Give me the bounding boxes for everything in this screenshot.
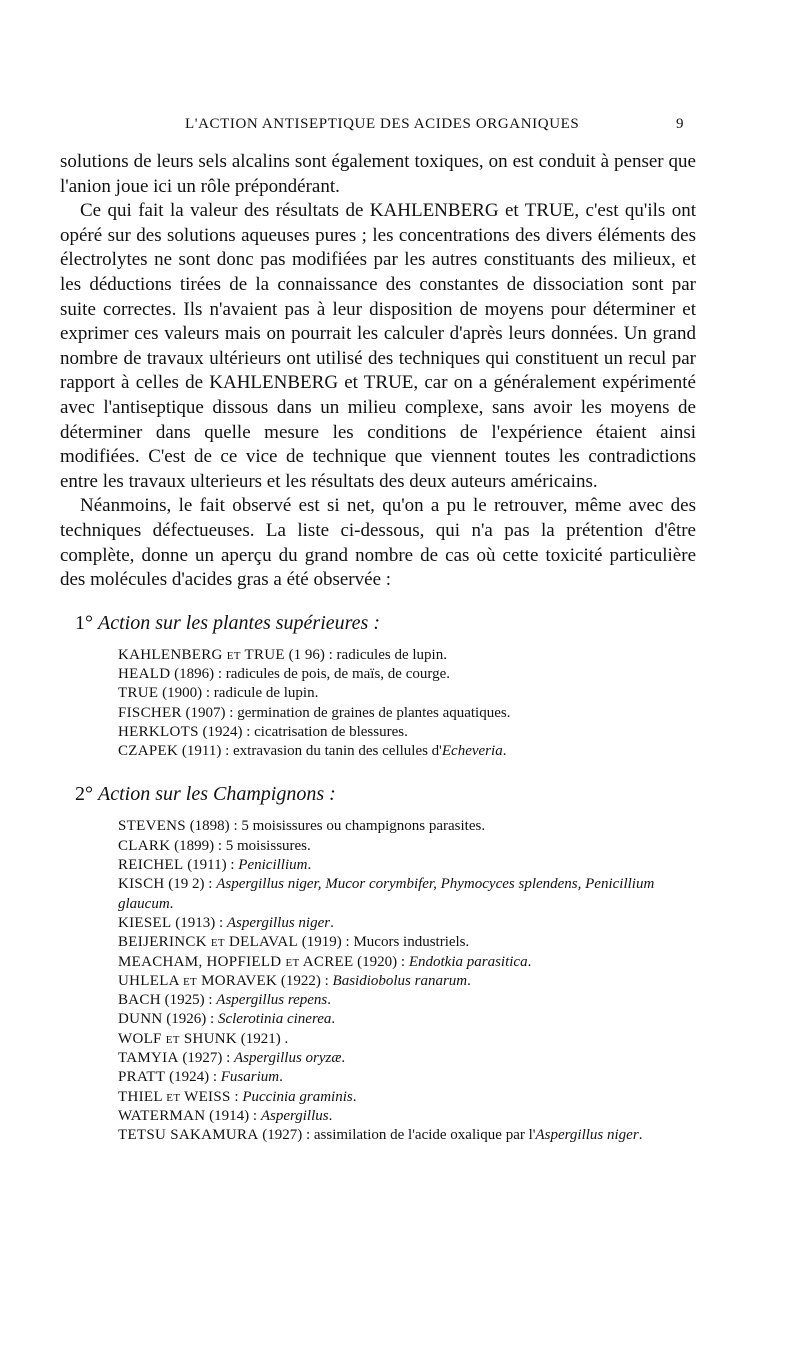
reference-item	[118, 953, 696, 972]
reference-italic: Aspergillus oryzæ	[234, 1050, 342, 1067]
reference-text: : radicules de pois, de maïs, de courge.	[217, 665, 450, 682]
running-title: L'ACTION ANTISEPTIQUE DES ACIDES ORGANIQUES	[185, 116, 580, 132]
reference-tail: .	[527, 953, 532, 970]
reference-tail: .	[328, 1107, 333, 1124]
reference-italic: Echeveria	[441, 743, 503, 760]
reference-text: :	[400, 953, 409, 970]
running-header	[0, 114, 800, 138]
reference-italic: Aspergillus repens	[216, 992, 328, 1009]
reference-authors: STEVENS	[118, 818, 186, 835]
reference-year: (1898)	[189, 818, 230, 835]
reference-year: (1927)	[182, 1050, 223, 1067]
section-title-2	[60, 781, 696, 807]
reference-year: (1924)	[202, 723, 243, 740]
reference-authors: HERKLOTS	[118, 723, 199, 740]
reference-item	[118, 933, 696, 952]
reference-italic: Puccinia graminis	[242, 1088, 353, 1105]
reference-authors: UHLELA et MORAVEK	[118, 972, 278, 989]
reference-item	[118, 684, 696, 703]
reference-text: : radicules de lupin.	[328, 646, 447, 663]
reference-item	[118, 742, 696, 761]
reference-year: (1919)	[301, 934, 342, 951]
reference-item	[118, 646, 696, 665]
reference-authors: CZAPEK	[118, 743, 179, 760]
reference-authors: WOLF et SHUNK	[118, 1030, 238, 1047]
reference-item	[118, 991, 696, 1010]
reference-tail: .	[307, 857, 312, 874]
reference-italic: Penicillium	[238, 857, 308, 874]
reference-item	[118, 1107, 696, 1126]
reference-authors: BACH	[118, 992, 161, 1009]
reference-item	[118, 1010, 696, 1029]
reference-list-fungi	[60, 817, 696, 1145]
section-heading-1: Action sur les plantes supérieures :	[98, 611, 381, 634]
reference-tail: .	[502, 743, 507, 760]
reference-item	[118, 972, 696, 991]
reference-item	[118, 1088, 696, 1107]
reference-authors: CLARK	[118, 837, 171, 854]
reference-text: :	[210, 1011, 218, 1028]
reference-tail: .	[327, 992, 332, 1009]
reference-year: (1920)	[357, 953, 398, 970]
reference-authors: FISCHER	[118, 704, 182, 721]
reference-italic: Endotkia parasitica	[408, 953, 528, 970]
reference-authors: MEACHAM, HOPFIELD et ACREE	[118, 953, 354, 970]
reference-year: (1913)	[175, 914, 216, 931]
reference-text: : assimilation de l'acide oxalique par l'	[305, 1127, 536, 1144]
reference-year: (1924)	[169, 1069, 210, 1086]
reference-tail: .	[169, 895, 174, 912]
reference-item	[118, 1068, 696, 1087]
reference-authors: TRUE	[118, 685, 159, 702]
reference-authors: BEIJERINCK et DELAVAL	[118, 934, 299, 951]
reference-year: (1921)	[240, 1030, 281, 1047]
reference-italic: Sclerotinia cinerea	[217, 1011, 332, 1028]
reference-authors: KISCH	[118, 876, 165, 893]
reference-year: (1911)	[187, 857, 227, 874]
reference-text: :	[212, 1069, 221, 1086]
reference-item	[118, 837, 696, 856]
reference-tail: .	[330, 914, 334, 931]
section-heading-2: Action sur les Champignons :	[98, 783, 336, 806]
reference-text: :	[208, 876, 217, 893]
reference-tail: .	[341, 1050, 346, 1067]
reference-text: :	[252, 1107, 261, 1124]
reference-tail: .	[638, 1127, 643, 1144]
reference-year: (1899)	[174, 837, 215, 854]
reference-authors: REICHEL	[118, 857, 184, 874]
reference-text: : radicule de lupin.	[205, 685, 319, 702]
reference-italic: Aspergillus	[260, 1107, 329, 1124]
reference-text: :	[230, 857, 239, 874]
reference-italic: Fusarium	[220, 1069, 280, 1086]
reference-item	[118, 665, 696, 684]
reference-text: :	[208, 992, 217, 1009]
reference-text: : Mucors industriels.	[345, 934, 470, 951]
reference-year: (1922)	[280, 972, 321, 989]
reference-text: : extravasion du tanin des cellules d'	[225, 743, 442, 760]
reference-year: (1925)	[164, 992, 205, 1009]
reference-italic: Aspergillus niger	[535, 1127, 639, 1144]
reference-year: (1 96)	[288, 646, 325, 663]
reference-authors: HEALD	[118, 665, 171, 682]
reference-item	[118, 914, 696, 933]
reference-italic: Aspergillus niger, Mucor corymbifer, Phymocyces splendens, Penicillium glaucum	[118, 876, 655, 912]
reference-year: (1907)	[185, 704, 226, 721]
reference-item	[118, 817, 696, 836]
section-number-1: 1°	[75, 611, 93, 634]
reference-text: :	[218, 914, 227, 931]
reference-authors: KIESEL	[118, 914, 172, 931]
reference-text: : cicatrisation de blessures.	[246, 723, 408, 740]
reference-authors: KAHLENBERG et TRUE	[118, 646, 285, 663]
page-body	[60, 150, 696, 1146]
reference-year: (1911)	[181, 743, 222, 760]
paragraph-3: Néanmoins, le fait observé est si net, qu'on a pu le retrouver, même avec des techniques défectueuses. La liste ci-dessous, qui n'a pas la prétention d'être complète, donne un aperçu du grand nombre de cas où cette toxicité particulière des molécules d'acides gras a été observée :	[60, 495, 696, 591]
reference-year: (1914)	[209, 1107, 250, 1124]
reference-text: .	[284, 1030, 289, 1047]
reference-text: : 5 moisissures.	[217, 837, 311, 854]
reference-text: :	[226, 1050, 235, 1067]
reference-item	[118, 1049, 696, 1068]
reference-item	[118, 1030, 696, 1049]
reference-year: (1896)	[174, 665, 215, 682]
reference-authors: DUNN	[118, 1011, 163, 1028]
reference-text: :	[234, 1088, 243, 1105]
paragraph-1: solutions de leurs sels alcalins sont également toxiques, on est conduit à penser que l'anion joue ici un rôle prépondérant.	[60, 151, 696, 197]
reference-authors: PRATT	[118, 1069, 166, 1086]
reference-authors: TAMYIA	[118, 1050, 179, 1067]
reference-tail: .	[279, 1069, 283, 1086]
reference-item	[118, 856, 696, 875]
paragraph-2: Ce qui fait la valeur des résultats de KAHLENBERG et TRUE, c'est qu'ils ont opéré sur des solutions aqueuses pures ; les concentrations des divers éléments des électrolytes ne sont donc pas modifiées par les autres constituants des milieux, et les déductions tirées de la connaissance des constantes de dissociation sont par suite correctes. Ils n'avaient pas à leur disposition de moyens pour déterminer et exprimer ces valeurs mais on pourrait les calculer d'après leurs données. Un grand nombre de travaux ultérieurs ont utilisé des techniques qui constituent un recul par rapport à celles de KAHLENBERG et TRUE, car on a généralement expérimenté avec l'antiseptique dissous dans un milieu complexe, sans avoir les moyens de déterminer dans quelle mesure les conditions de l'expérience étaient ainsi modifiées. C'est de ce vice de technique que viennent toutes les contradictions entre les travaux ulterieurs et les résultats des deux auteurs américains.	[60, 200, 696, 492]
reference-italic: Basidiobolus ranarum	[332, 972, 468, 989]
reference-text: :	[324, 972, 333, 989]
reference-year: (1926)	[166, 1011, 207, 1028]
reference-item	[118, 1126, 696, 1145]
reference-italic: Aspergillus niger	[226, 914, 331, 931]
reference-list-plants	[60, 646, 696, 762]
reference-authors: THIEL et WEISS	[118, 1088, 231, 1105]
reference-item	[118, 704, 696, 723]
reference-text: : germination de graines de plantes aquatiques.	[229, 704, 511, 721]
reference-tail: .	[352, 1088, 357, 1105]
reference-year: (1927)	[262, 1127, 303, 1144]
reference-tail: .	[467, 972, 471, 989]
reference-authors: WATERMAN	[118, 1107, 206, 1124]
reference-authors: TETSU SAKAMURA	[118, 1127, 259, 1144]
section-title-1	[60, 610, 696, 636]
section-number-2: 2°	[75, 783, 93, 806]
reference-item	[118, 723, 696, 742]
page-number: 9	[676, 116, 685, 132]
reference-year: (19 2)	[168, 876, 205, 893]
reference-tail: .	[331, 1011, 336, 1028]
reference-text: : 5 moisissures ou champignons parasites.	[233, 818, 486, 835]
reference-item	[118, 875, 696, 914]
reference-year: (1900)	[162, 685, 203, 702]
